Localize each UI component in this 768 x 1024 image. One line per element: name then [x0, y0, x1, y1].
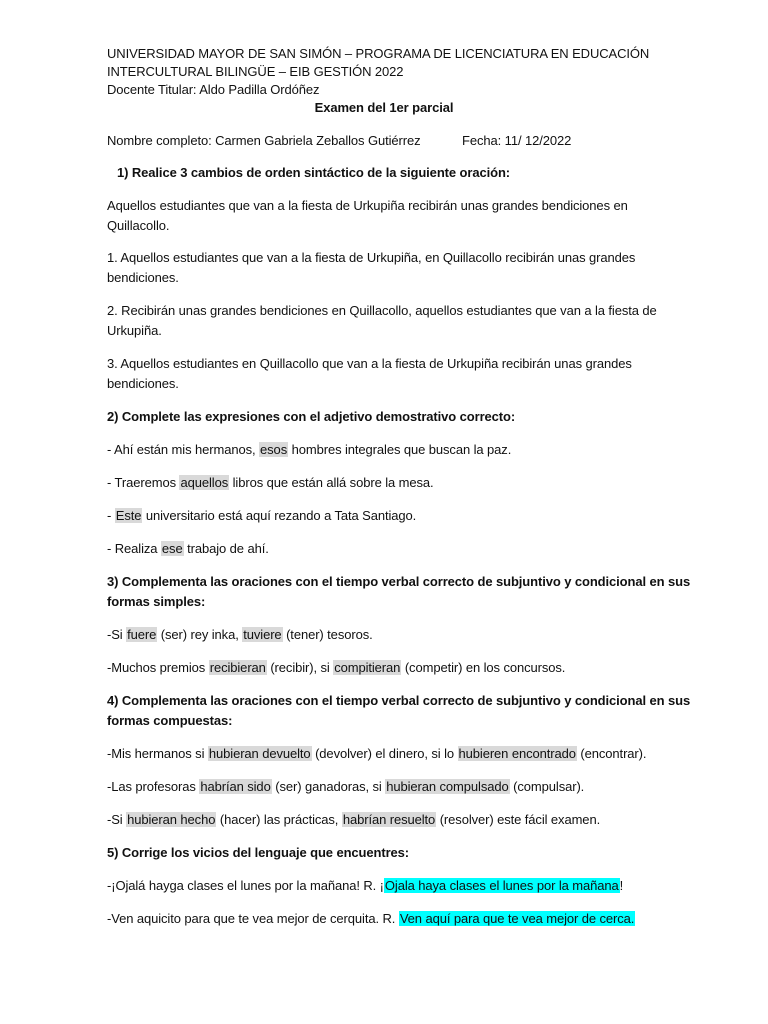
q3-item2-text: -Muchos premios — [107, 660, 209, 675]
q3-item2-text-mid: (recibir), si — [266, 660, 334, 675]
q2-item2 — [107, 474, 434, 492]
q2-item2-answer: aquellos — [180, 475, 229, 490]
q1-sentence-line1: Aquellos estudiantes que van a la fiesta de Urkupiña recibirán unas grandes bendiciones en — [107, 198, 628, 213]
q1-answer2-line2: Urkupiña. — [107, 323, 162, 338]
q3-item1-text-end: (tener) tesoros. — [282, 627, 373, 642]
q2-item2-text: - Traeremos — [107, 475, 180, 490]
q2-item4-text-end: trabajo de ahí. — [183, 541, 269, 556]
q2-item4-answer: ese — [161, 541, 183, 556]
student-name: Nombre completo: Carmen Gabriela Zeballos Gutiérrez — [107, 133, 421, 148]
q2-item2-text-end: libros que están allá sobre la mesa. — [229, 475, 434, 490]
q1-answer3-line2: bendiciones. — [107, 376, 179, 391]
q2-item3 — [107, 507, 416, 525]
q1-heading: 1) Realice 3 cambios de orden sintáctico de la siguiente oración: — [117, 165, 511, 180]
q3-item2-answer2: compitieran — [334, 660, 401, 675]
q4-item1-answer2: hubieren encontrado — [458, 746, 576, 761]
exam-title: Examen del 1er parcial — [314, 100, 454, 115]
header-teacher: Docente Titular: Aldo Padilla Ordóñez — [107, 82, 320, 97]
q2-item1 — [107, 441, 511, 459]
q5-item1 — [107, 877, 623, 895]
q4-item1-text-end: (encontrar). — [576, 746, 647, 761]
q4-heading-line1: 4) Complementa las oraciones con el tiempo verbal correcto de subjuntivo y condicional en sus — [107, 693, 691, 708]
q2-item3-text-end: universitario está aquí rezando a Tata Santiago. — [142, 508, 417, 523]
q5-item2-text: -Ven aquicito para que te vea mejor de cerquita. R. — [107, 911, 399, 926]
exam-date: Fecha: 11/ 12/2022 — [462, 133, 572, 148]
q1-sentence-line2: Quillacollo. — [107, 218, 170, 233]
q4-item1-answer1: hubieran devuelto — [208, 746, 311, 761]
q2-item4 — [107, 540, 269, 558]
q2-item3-answer: Este — [115, 508, 142, 523]
q3-item1-answer1: fuere — [127, 627, 157, 642]
q3-item1-answer2: tuviere — [243, 627, 282, 642]
q4-item1 — [107, 745, 646, 763]
q2-item3-text: - — [107, 508, 115, 523]
q3-heading-line2: formas simples: — [107, 594, 206, 609]
q4-item2-answer1: habrían sido — [200, 779, 271, 794]
q4-item3 — [107, 811, 600, 829]
q3-item2-text-end: (competir) en los concursos. — [401, 660, 566, 675]
header-university: UNIVERSIDAD MAYOR DE SAN SIMÓN – PROGRAMA DE LICENCIATURA EN EDUCACIÓN — [107, 46, 650, 61]
q1-answer2-line1: 2. Recibirán unas grandes bendiciones en Quillacollo, aquellos estudiantes que van a la fiesta de — [107, 303, 657, 318]
q3-item1 — [107, 626, 373, 644]
q1-answer1-line1: 1. Aquellos estudiantes que van a la fiesta de Urkupiña, en Quillacollo recibirán unas grandes — [107, 250, 636, 265]
q5-item2 — [107, 910, 635, 928]
q3-item2-answer1: recibieran — [209, 660, 266, 675]
q3-item1-text-mid: (ser) rey inka, — [157, 627, 243, 642]
q2-item4-text: - Realiza — [107, 541, 161, 556]
q3-item2 — [107, 659, 565, 677]
q4-item2-text-mid: (ser) ganadoras, si — [271, 779, 386, 794]
q4-item2-answer2: hubieran compulsado — [386, 779, 509, 794]
q4-item3-text-end: (resolver) este fácil examen. — [436, 812, 601, 827]
q1-answer1-line2: bendiciones. — [107, 270, 179, 285]
q4-item3-answer2: habrían resuelto — [342, 812, 436, 827]
q2-item1-text-end: hombres integrales que buscan la paz. — [288, 442, 512, 457]
q5-item1-text-end: ! — [619, 878, 624, 893]
q2-heading: 2) Complete las expresiones con el adjetivo demostrativo correcto: — [107, 409, 516, 424]
q4-item3-text: -Si — [107, 812, 127, 827]
q4-item3-answer1: hubieran hecho — [127, 812, 216, 827]
q4-item1-text-mid: (devolver) el dinero, si lo — [311, 746, 458, 761]
q5-item1-text: -¡Ojalá hayga clases el lunes por la mañana! R. ¡ — [107, 878, 384, 893]
q4-item2-text: -Las profesoras — [107, 779, 200, 794]
q4-item2-text-end: (compulsar). — [509, 779, 585, 794]
q1-answer3-line1: 3. Aquellos estudiantes en Quillacollo que van a la fiesta de Urkupiña recibirán unas grandes — [107, 356, 632, 371]
q2-item1-answer: esos — [260, 442, 288, 457]
q3-heading-line1: 3) Complementa las oraciones con el tiempo verbal correcto de subjuntivo y condicional en sus — [107, 574, 691, 589]
q4-item2 — [107, 778, 584, 796]
q3-item1-text: -Si — [107, 627, 127, 642]
q2-item1-text: - Ahí están mis hermanos, — [107, 442, 260, 457]
header-program: INTERCULTURAL BILINGÜE – EIB GESTIÓN 2022 — [107, 64, 404, 79]
q5-item1-correction: Ojala haya clases el lunes por la mañana — [384, 878, 619, 893]
q4-item1-text: -Mis hermanos si — [107, 746, 208, 761]
q4-heading-line2: formas compuestas: — [107, 713, 233, 728]
q4-item3-text-mid: (hacer) las prácticas, — [216, 812, 342, 827]
q5-heading: 5) Corrige los vicios del lenguaje que encuentres: — [107, 845, 410, 860]
q5-item2-correction: Ven aquí para que te vea mejor de cerca. — [399, 911, 635, 926]
